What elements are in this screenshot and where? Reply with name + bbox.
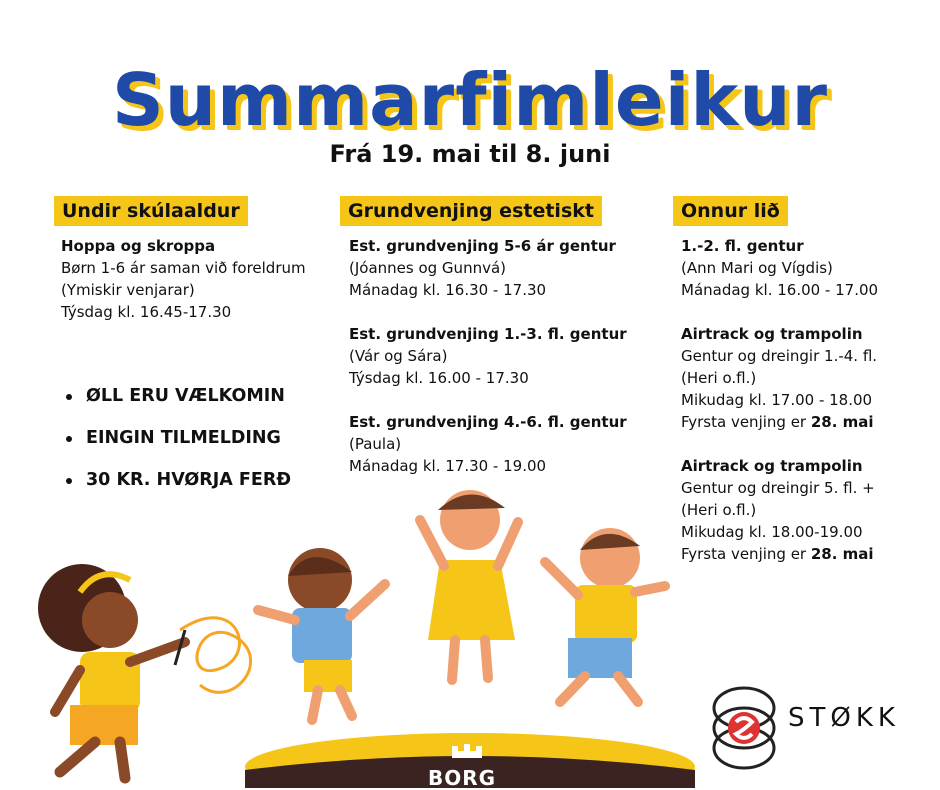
class-heading: Est. grundvenjing 5-6 ár gentur xyxy=(349,237,616,255)
class-line: Mikudag kl. 18.00-19.00 xyxy=(681,523,863,541)
borg-crown-icon xyxy=(452,744,482,758)
bullet-item: ØLL ERU VÆLKOMIN xyxy=(60,386,291,428)
kids-illustration xyxy=(0,480,700,788)
class-line: (Heri o.fl.) xyxy=(681,501,757,519)
bullet-item: EINGIN TILMELDING xyxy=(60,428,291,470)
first-session-prefix: Fyrsta venjing er xyxy=(681,413,807,431)
stokk-logo-icon xyxy=(708,684,780,774)
class-heading: Airtrack og trampolin xyxy=(681,325,863,343)
boy-yellow-shirt-illustration xyxy=(545,528,665,702)
class-line: Týsdag kl. 16.45-17.30 xyxy=(61,303,232,321)
class-line: (Jóannes og Gunnvá) xyxy=(349,259,507,277)
class-line: (Vár og Sára) xyxy=(349,347,448,365)
class-line: (Ymiskir venjarar) xyxy=(61,281,195,299)
class-heading: 1.-2. fl. gentur xyxy=(681,237,804,255)
class-line: (Paula) xyxy=(349,435,402,453)
class-line: Mánadag kl. 16.30 - 17.30 xyxy=(349,281,547,299)
class-heading: Hoppa og skroppa xyxy=(61,237,216,255)
girl-yellow-dress-illustration xyxy=(420,490,518,680)
category-header-aesthetic: Grundvenjing estetiskt xyxy=(340,196,602,226)
class-line: Gentur og dreingir 1.-4. fl. xyxy=(681,347,878,365)
column-preschool xyxy=(61,235,331,345)
class-line: Mikudag kl. 17.00 - 18.00 xyxy=(681,391,873,409)
class-line: Børn 1-6 ár saman við foreldrum xyxy=(61,259,306,277)
class-line: (Heri o.fl.) xyxy=(681,369,757,387)
borg-logo-text: BORG xyxy=(428,766,497,790)
column-other-teams xyxy=(681,235,931,587)
column-aesthetic xyxy=(349,235,649,499)
class-heading: Est. grundvenjing 1.-3. fl. gentur xyxy=(349,325,627,343)
class-line: Mánadag kl. 17.30 - 19.00 xyxy=(349,457,547,475)
class-line: (Ann Mari og Vígdis) xyxy=(681,259,833,277)
bullet-icon xyxy=(66,436,72,442)
first-session-date: 28. mai xyxy=(810,545,874,563)
class-heading: Est. grundvenjing 4.-6. fl. gentur xyxy=(349,413,627,431)
class-heading: Airtrack og trampolin xyxy=(681,457,863,475)
first-session-prefix: Fyrsta venjing er xyxy=(681,545,807,563)
bullet-item: 30 KR. HVØRJA FERÐ xyxy=(60,470,291,512)
girl-with-ribbon-illustration xyxy=(38,564,251,778)
category-header-preschool: Undir skúlaaldur xyxy=(54,196,248,226)
class-line: Týsdag kl. 16.00 - 17.30 xyxy=(349,369,529,387)
category-header-other-teams: Onnur lið xyxy=(673,196,788,226)
first-session-date: 28. mai xyxy=(810,413,874,431)
class-line: Mánadag kl. 16.00 - 17.00 xyxy=(681,281,879,299)
page-title: Summarfimleikur xyxy=(111,58,829,142)
class-line: Gentur og dreingir 5. fl. + xyxy=(681,479,875,497)
bullet-icon xyxy=(66,394,72,400)
date-range: Frá 19. mai til 8. juni xyxy=(329,140,611,168)
boy-blue-shirt-illustration xyxy=(258,548,385,720)
stokk-logo-text: STØKK xyxy=(788,703,900,733)
